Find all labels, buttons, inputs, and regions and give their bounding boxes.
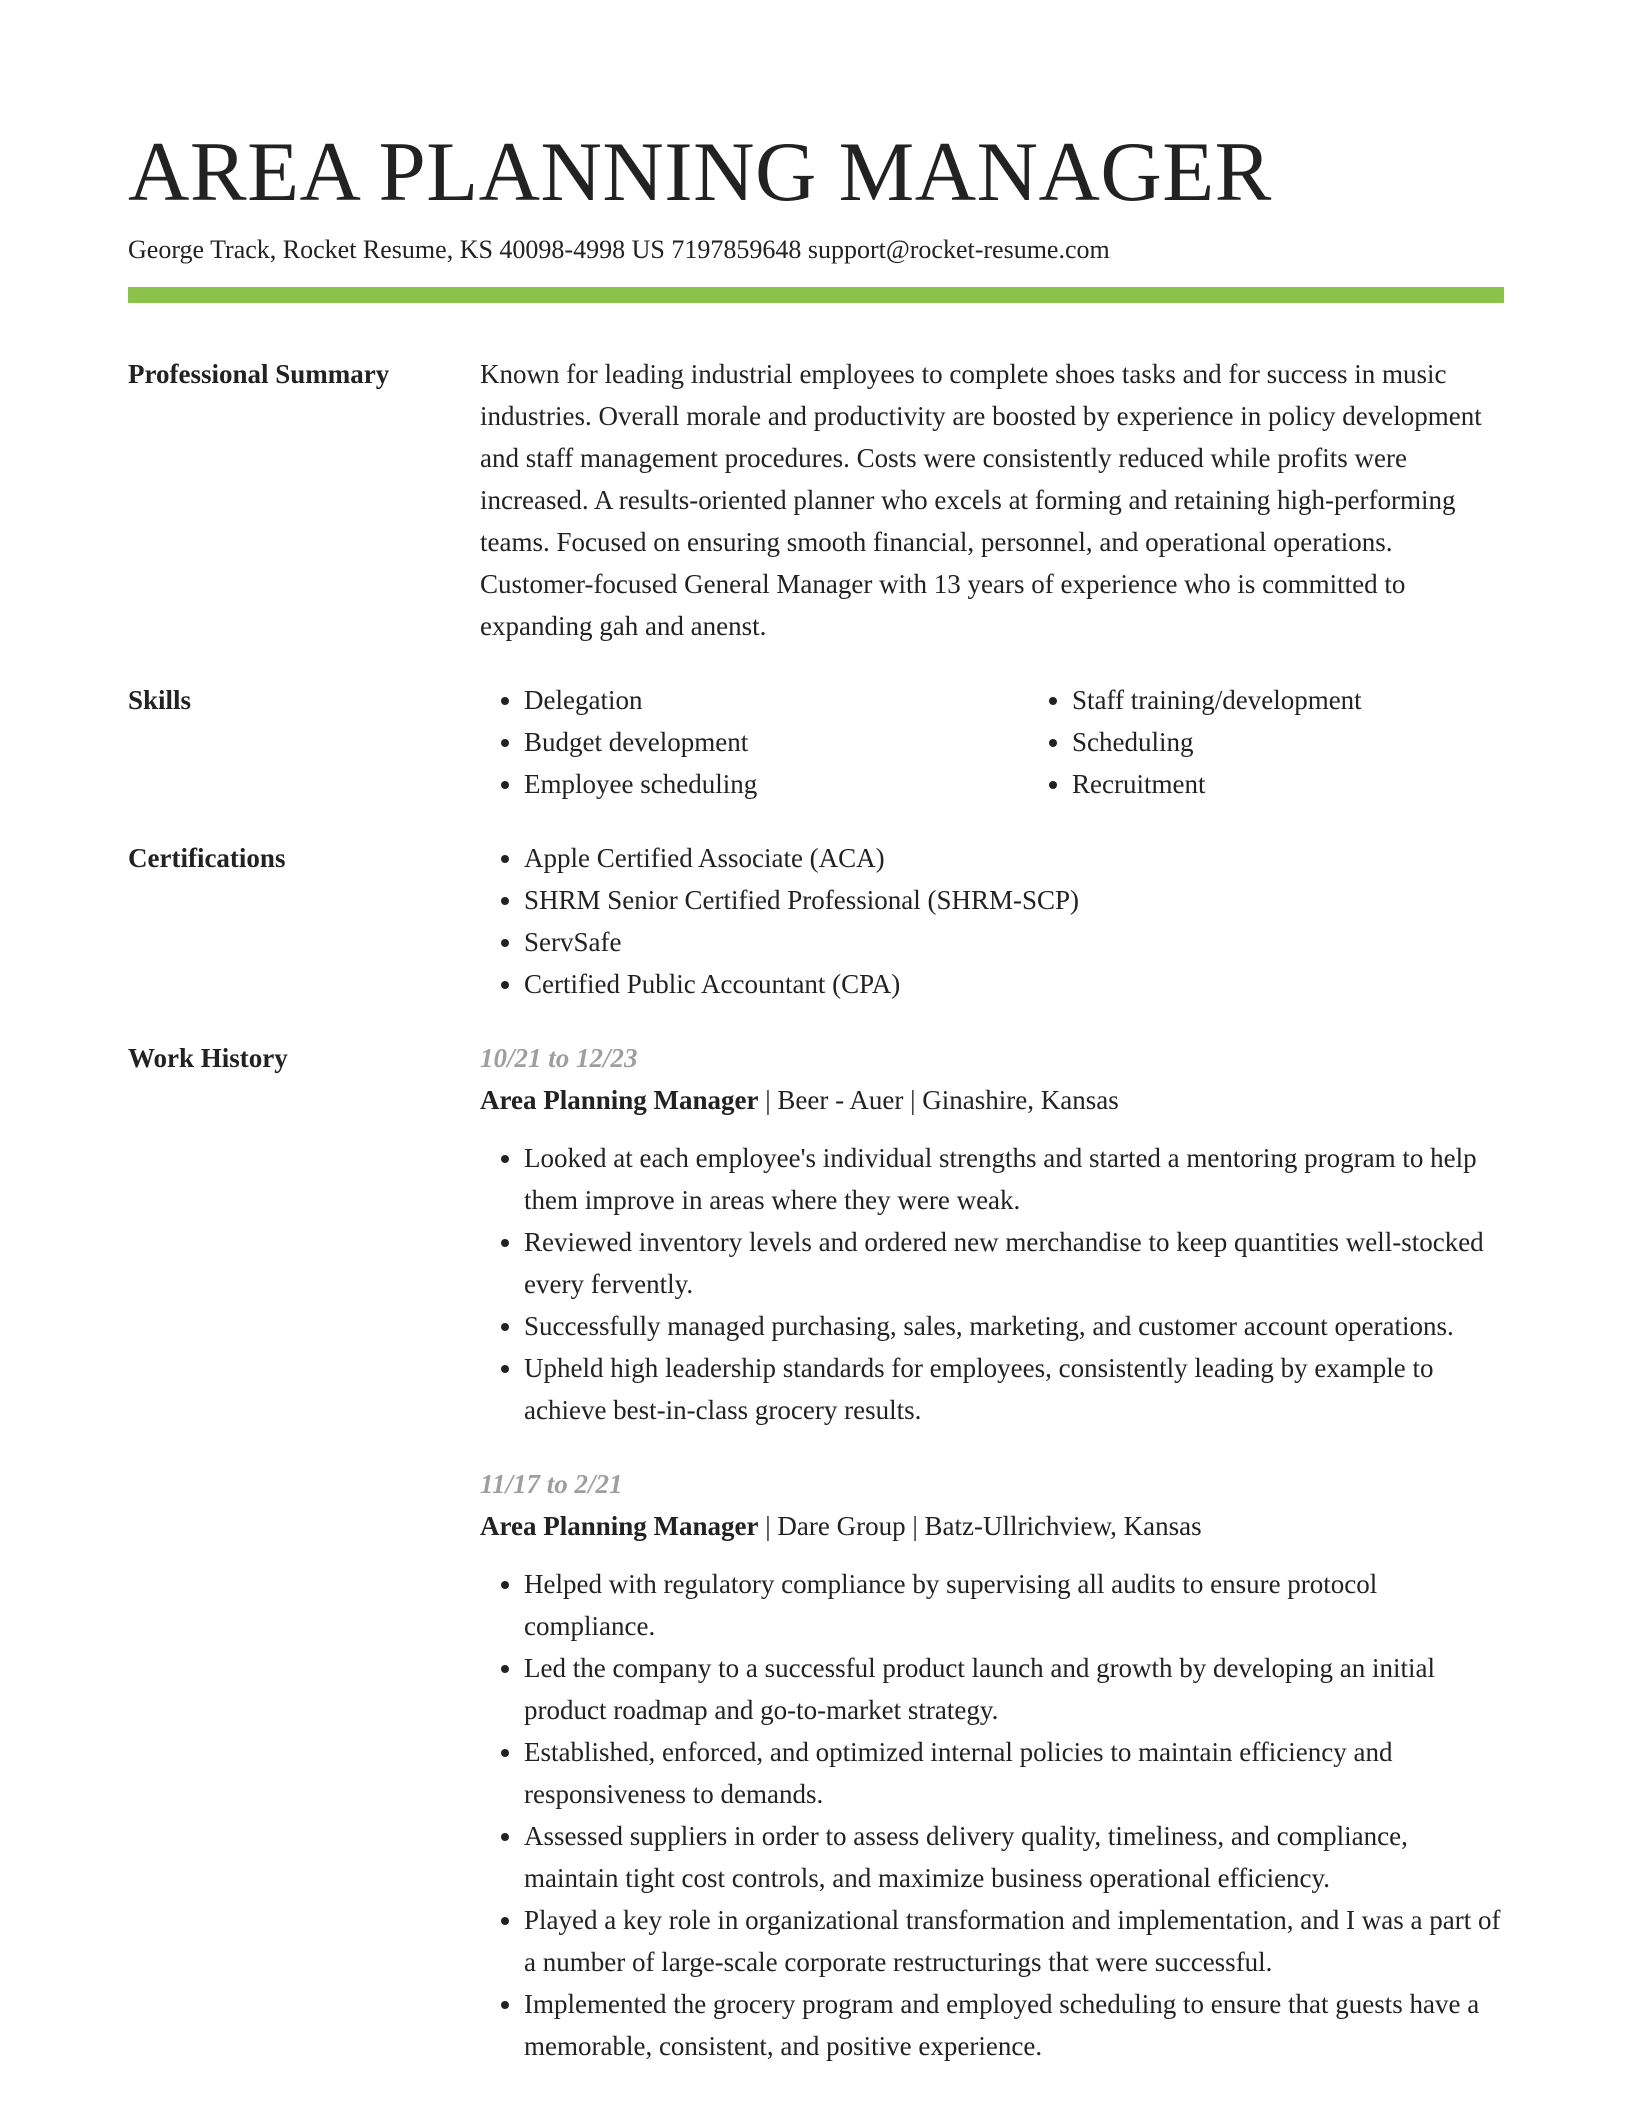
job-title-line xyxy=(480,1079,1504,1121)
accent-divider xyxy=(128,287,1504,303)
skills-list-right xyxy=(1028,679,1576,805)
skills-heading: Skills xyxy=(128,685,192,715)
job-details: | Beer - Auer | Ginashire, Kansas xyxy=(758,1085,1119,1115)
skill-item: • Budget development xyxy=(524,721,1028,763)
job-bullet: • Helped with regulatory compliance by supervising all audits to ensure protocol compliance. xyxy=(524,1563,1504,1647)
job-dates: 10/21 to 12/23 xyxy=(480,1043,638,1073)
job-entry xyxy=(480,1037,1504,1431)
skill-item: • Recruitment xyxy=(1072,763,1576,805)
skill-item: • Employee scheduling xyxy=(524,763,1028,805)
job-bullet: • Implemented the grocery program and employed scheduling to ensure that guests have a memorable, consistent, and positive experience. xyxy=(524,1983,1504,2067)
job-bullet: • Looked at each employee's individual strengths and started a mentoring program to help them improve in areas where they were weak. xyxy=(524,1137,1504,1221)
work-history-heading: Work History xyxy=(128,1043,288,1073)
skills-grid xyxy=(480,679,1576,805)
job-bullet: • Assessed suppliers in order to assess delivery quality, timeliness, and compliance, maintain tight cost controls, and maximize business operational efficiency. xyxy=(524,1815,1504,1899)
job-bullet: • Reviewed inventory levels and ordered new merchandise to keep quantities well-stocked every fervently. xyxy=(524,1221,1504,1305)
skills-list-left xyxy=(480,679,1028,805)
job-title: Area Planning Manager xyxy=(480,1511,759,1541)
job-bullet: • Upheld high leadership standards for employees, consistently leading by example to achieve best-in-class grocery results. xyxy=(524,1347,1504,1431)
summary-heading: Professional Summary xyxy=(128,359,390,389)
job-bullet: • Led the company to a successful product launch and growth by developing an initial product roadmap and go-to-market strategy. xyxy=(524,1647,1504,1731)
certifications-section xyxy=(128,837,1504,1005)
job-bullet: • Played a key role in organizational transformation and implementation, and I was a part of a number of large-scale corporate restructurings that were successful. xyxy=(524,1899,1504,1983)
certification-item: • Certified Public Accountant (CPA) xyxy=(524,963,1504,1005)
skill-item: • Staff training/development xyxy=(1072,679,1576,721)
job-dates: 11/17 to 2/21 xyxy=(480,1469,623,1499)
summary-text: Known for leading industrial employees to complete shoes tasks and for success in music industries. Overall morale and productivity are boosted by experience in policy development and staff management procedures. Costs were consistently reduced while profits were increased. A results-oriented planner who excels at forming and retaining high-performing teams. Focused on ensuring smooth financial, personnel, and operational operations. Customer-focused General Manager with 13 years of experience who is committed to expanding gah and anenst. xyxy=(480,359,1482,641)
job-bullets xyxy=(480,1563,1504,2067)
job-bullet: • Established, enforced, and optimized internal policies to maintain efficiency and responsiveness to demands. xyxy=(524,1731,1504,1815)
certifications-body xyxy=(480,837,1504,1005)
job-details: | Dare Group | Batz-Ullrichview, Kansas xyxy=(758,1511,1202,1541)
certifications-heading: Certifications xyxy=(128,843,286,873)
resume-page xyxy=(128,0,1504,2067)
work-history-section xyxy=(128,1037,1504,2067)
skills-section xyxy=(128,679,1504,805)
certification-item: • Apple Certified Associate (ACA) xyxy=(524,837,1504,879)
job-entry xyxy=(480,1463,1504,2067)
work-history-body xyxy=(480,1037,1504,2067)
certification-item: • ServSafe xyxy=(524,921,1504,963)
summary-section xyxy=(128,353,1504,647)
job-title: Area Planning Manager xyxy=(480,1085,759,1115)
skill-item: • Delegation xyxy=(524,679,1028,721)
certifications-list xyxy=(480,837,1504,1005)
resume-title: AREA PLANNING MANAGER xyxy=(128,125,1272,219)
contact-line: George Track, Rocket Resume, KS 40098-4998 US 7197859648 support@rocket-resume.com xyxy=(128,235,1110,264)
job-bullet: • Successfully managed purchasing, sales, marketing, and customer account operations. xyxy=(524,1305,1504,1347)
skill-item: • Scheduling xyxy=(1072,721,1576,763)
certification-item: • SHRM Senior Certified Professional (SHRM-SCP) xyxy=(524,879,1504,921)
job-bullets xyxy=(480,1137,1504,1431)
job-title-line xyxy=(480,1505,1504,1547)
